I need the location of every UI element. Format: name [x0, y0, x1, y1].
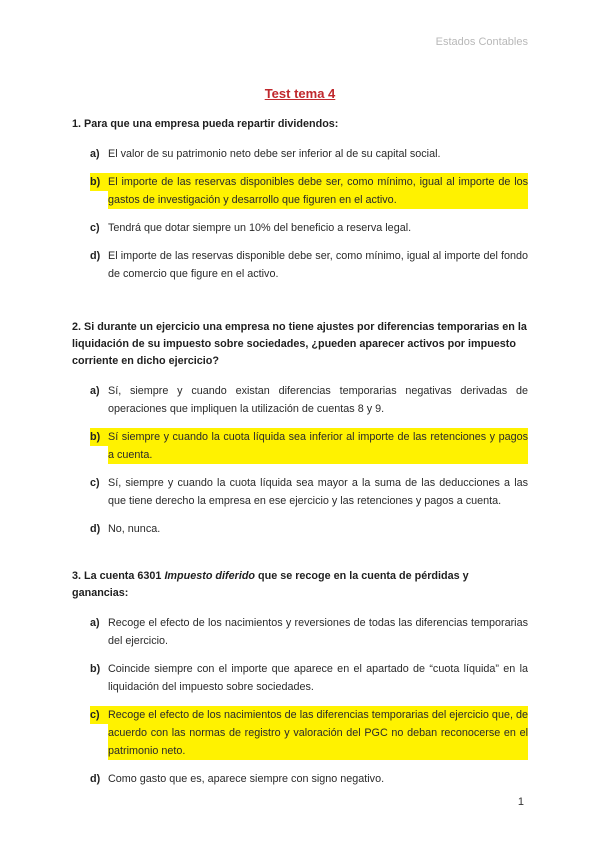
- answer-letter: b): [90, 663, 101, 675]
- answer-list-2: [72, 382, 528, 538]
- answer-text: El importe de las reservas disponibles debe ser, como mínimo, igual al importe de los gastos de investigación y desarrollo que figuren en el activo.: [108, 173, 528, 209]
- answer-letter: b): [90, 173, 108, 191]
- answer-list-3: [72, 614, 528, 788]
- answer-1d: [90, 247, 528, 283]
- question-3-prefix: 3. La cuenta 6301: [72, 570, 165, 582]
- page-title: Test tema 4: [264, 86, 336, 101]
- question-block-2: [72, 319, 528, 538]
- answer-letter: c): [90, 706, 108, 724]
- question-3-italic: Impuesto diferido: [164, 570, 256, 582]
- page-header: Estados Contables: [435, 36, 528, 48]
- answer-letter: a): [90, 385, 100, 397]
- answer-letter: b): [90, 428, 108, 446]
- question-3-suffix: que se recoge en la cuenta de pérdidas y ganancias:: [72, 570, 469, 599]
- answer-text: Como gasto que es, aparece siempre con signo negativo.: [108, 773, 385, 785]
- question-block-1: [72, 116, 528, 283]
- answer-text: Sí, siempre y cuando la cuota líquida sea mayor a la suma de las deducciones a las que tiene derecho la empresa en ese ejercicio y las retenciones y pagos a cuenta.: [108, 477, 528, 507]
- answer-1a: [90, 145, 528, 163]
- answer-text: Coincide siempre con el importe que aparece en el apartado de “cuota líquida” en la liquidación del impuesto sobre sociedades.: [108, 663, 528, 693]
- answer-3b: [90, 660, 528, 696]
- answer-1c: [90, 219, 528, 237]
- question-1-text: 1. Para que una empresa pueda repartir dividendos:: [72, 118, 339, 130]
- answer-letter: d): [90, 250, 101, 262]
- page-number: 1: [517, 796, 524, 808]
- answer-2a: [90, 382, 528, 418]
- answer-letter: a): [90, 617, 100, 629]
- answer-text: Recoge el efecto de los nacimientos y reversiones de todas las diferencias temporarias del ejercicio.: [108, 617, 528, 647]
- answer-letter: c): [90, 222, 100, 234]
- answer-text: Sí siempre y cuando la cuota líquida sea inferior al importe de las retenciones y pagos a cuenta.: [108, 428, 528, 464]
- question-block-3: [72, 568, 528, 788]
- answer-2b-highlighted: [90, 428, 528, 464]
- answer-text: El valor de su patrimonio neto debe ser inferior al de su capital social.: [108, 148, 441, 160]
- answer-letter: a): [90, 148, 100, 160]
- answer-3d: [90, 770, 528, 788]
- answer-2d: [90, 520, 528, 538]
- answer-3a: [90, 614, 528, 650]
- answer-letter: c): [90, 477, 100, 489]
- document-body: [72, 116, 528, 818]
- answer-1b-highlighted: [90, 173, 528, 209]
- answer-2c: [90, 474, 528, 510]
- answer-text: Recoge el efecto de los nacimientos de las diferencias temporarias del ejercicio que, de acuerdo con las normas de registro y valoración del PGC no deban reconocerse en el patrimonio neto.: [108, 706, 528, 760]
- answer-letter: d): [90, 523, 101, 535]
- answer-text: Tendrá que dotar siempre un 10% del beneficio a reserva legal.: [108, 222, 412, 234]
- answer-list-1: [72, 145, 528, 283]
- answer-text: Sí, siempre y cuando existan diferencias temporarias negativas derivadas de operaciones que impliquen la utilización de cuentas 8 y 9.: [108, 385, 528, 415]
- answer-text: El importe de las reservas disponible debe ser, como mínimo, igual al importe del fondo de comercio que figure en el activo.: [108, 250, 528, 280]
- question-2-text: 2. Si durante un ejercicio una empresa no tiene ajustes por diferencias temporarias en la liquidación de su impuesto sobre sociedades, ¿pueden aparecer activos por impuesto corriente en dicho ejercicio?: [72, 321, 527, 367]
- answer-text: No, nunca.: [108, 523, 161, 535]
- answer-letter: d): [90, 773, 101, 785]
- answer-3c-highlighted: [90, 706, 528, 760]
- question-3-text: [72, 568, 528, 602]
